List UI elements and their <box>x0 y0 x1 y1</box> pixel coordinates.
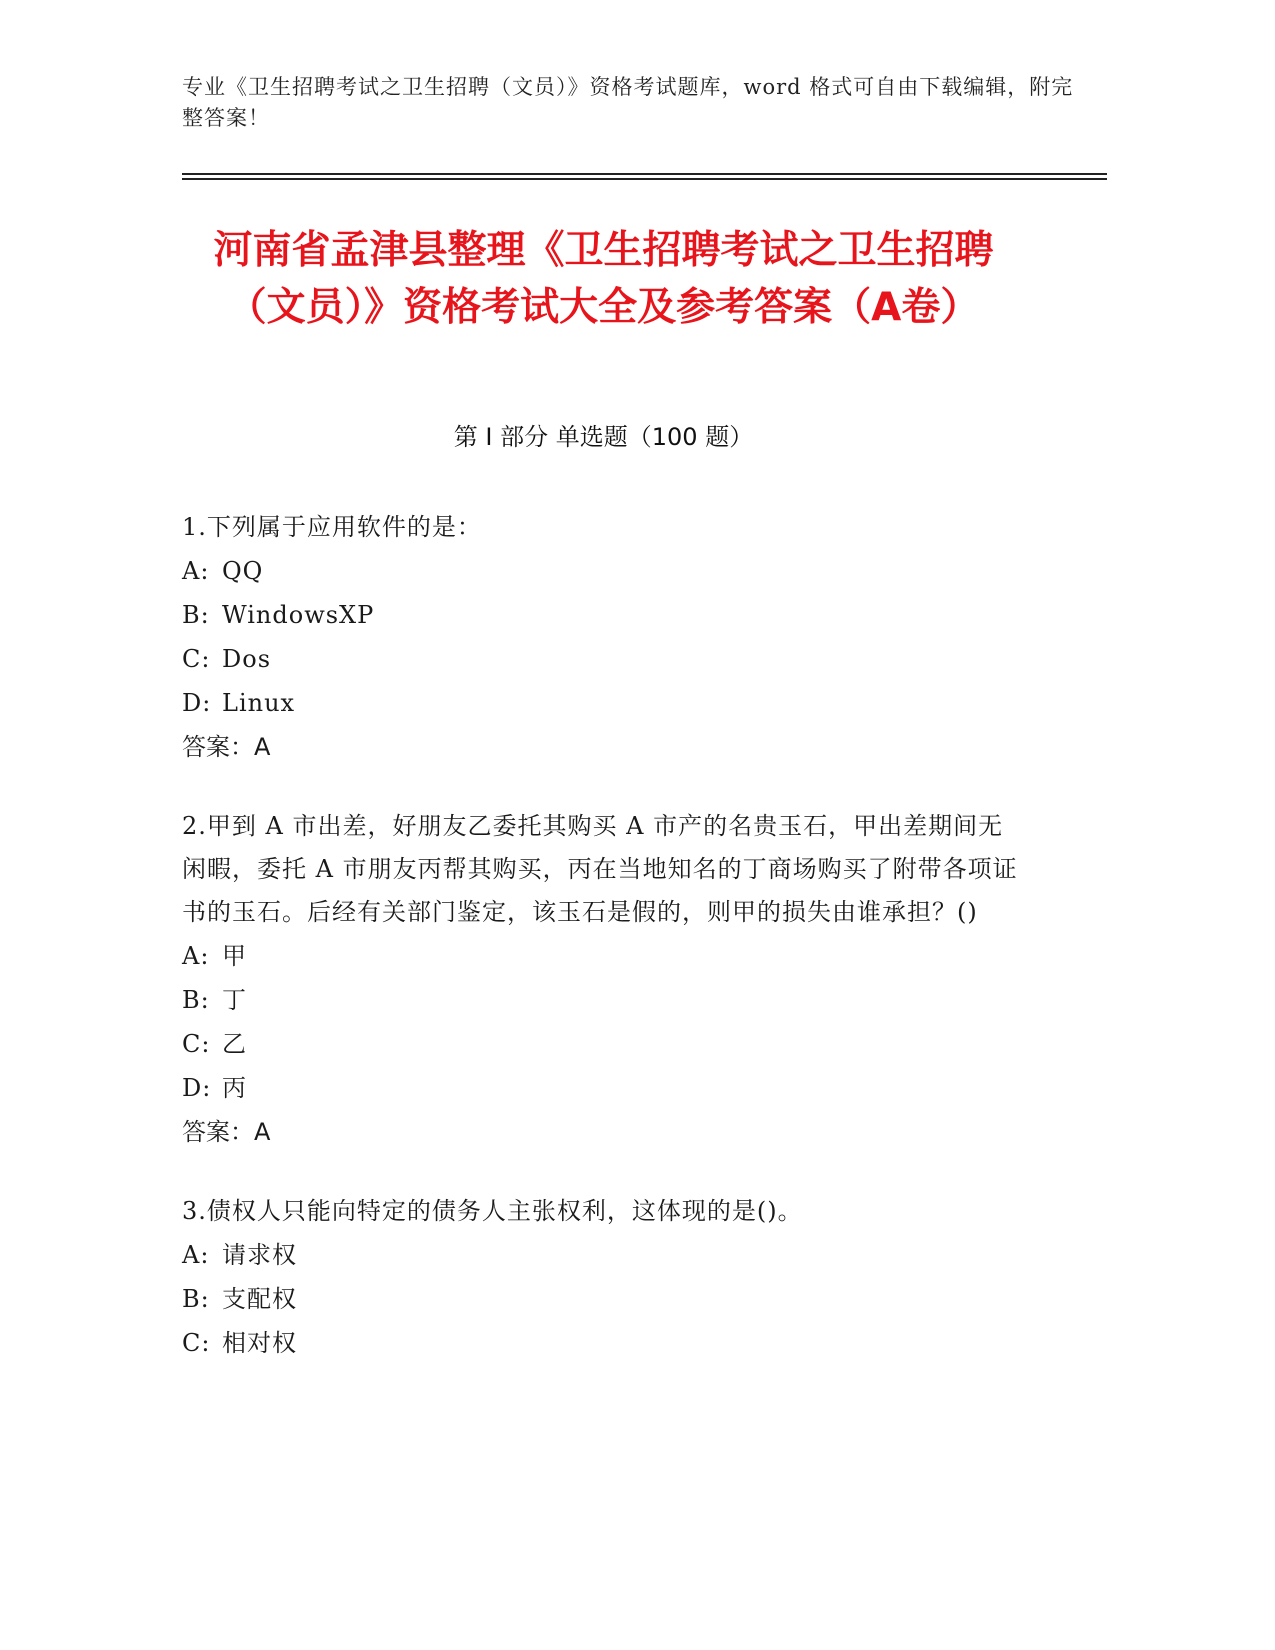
option-text: 甲 <box>222 942 247 970</box>
option-key: D: <box>182 689 212 717</box>
option-text: 相对权 <box>222 1329 297 1357</box>
answer-option <box>182 1233 1025 1277</box>
section-title: 第 I 部分 单选题（100 题） <box>453 423 754 451</box>
option-text: Linux <box>222 689 296 717</box>
option-text: Dos <box>222 645 272 673</box>
question-stem: 1.下列属于应用软件的是： <box>182 513 482 541</box>
answer-option <box>182 1277 1025 1321</box>
option-key: B: <box>182 1285 210 1313</box>
option-text: 请求权 <box>222 1241 297 1269</box>
question-stem: 2.甲到 A 市出差，好朋友乙委托其购买 A 市产的名贵玉石，甲出差期间无闲暇，委托 A 市朋友丙帮其购买，丙在当地知名的丁商场购买了附带各项证书的玉石。后经有关部门鉴定，该玉石是假的，则甲的损失由谁承担？() <box>182 812 1018 926</box>
question-stem: 3.债权人只能向特定的债务人主张权利，这体现的是()。 <box>182 1197 803 1225</box>
question-item <box>182 506 1025 769</box>
document-title: 河南省孟津县整理《卫生招聘考试之卫生招聘（文员）》资格考试大全及参考答案（A卷） <box>213 228 994 330</box>
answer-option <box>182 549 1025 593</box>
option-text: WindowsXP <box>222 601 375 629</box>
option-key: A: <box>182 942 210 970</box>
answer-option <box>182 637 1025 681</box>
question-item <box>182 805 1025 1154</box>
option-key: B: <box>182 601 210 629</box>
option-key: C: <box>182 1030 211 1058</box>
question-answer: 答案：A <box>182 1118 271 1146</box>
option-key: B: <box>182 986 210 1014</box>
option-text: 丁 <box>222 986 247 1014</box>
question-answer: 答案：A <box>182 733 271 761</box>
answer-option <box>182 1321 1025 1365</box>
option-key: A: <box>182 1241 210 1269</box>
option-key: D: <box>182 1074 212 1102</box>
question-list <box>182 506 1025 1401</box>
option-text: 支配权 <box>222 1285 297 1313</box>
answer-option <box>182 934 1025 978</box>
header-divider-bottom <box>182 178 1107 180</box>
option-text: 丙 <box>222 1074 247 1102</box>
option-key: C: <box>182 645 211 673</box>
answer-option <box>182 1022 1025 1066</box>
answer-option <box>182 593 1025 637</box>
header-note: 专业《卫生招聘考试之卫生招聘（文员）》资格考试题库，word 格式可自由下载编辑，附完整答案！ <box>182 75 1074 130</box>
question-item <box>182 1190 1025 1365</box>
option-key: C: <box>182 1329 211 1357</box>
option-text: QQ <box>222 557 264 585</box>
header-divider-top <box>182 173 1107 175</box>
answer-option <box>182 1066 1025 1110</box>
option-key: A: <box>182 557 210 585</box>
option-text: 乙 <box>222 1030 247 1058</box>
answer-option <box>182 681 1025 725</box>
answer-option <box>182 978 1025 1022</box>
